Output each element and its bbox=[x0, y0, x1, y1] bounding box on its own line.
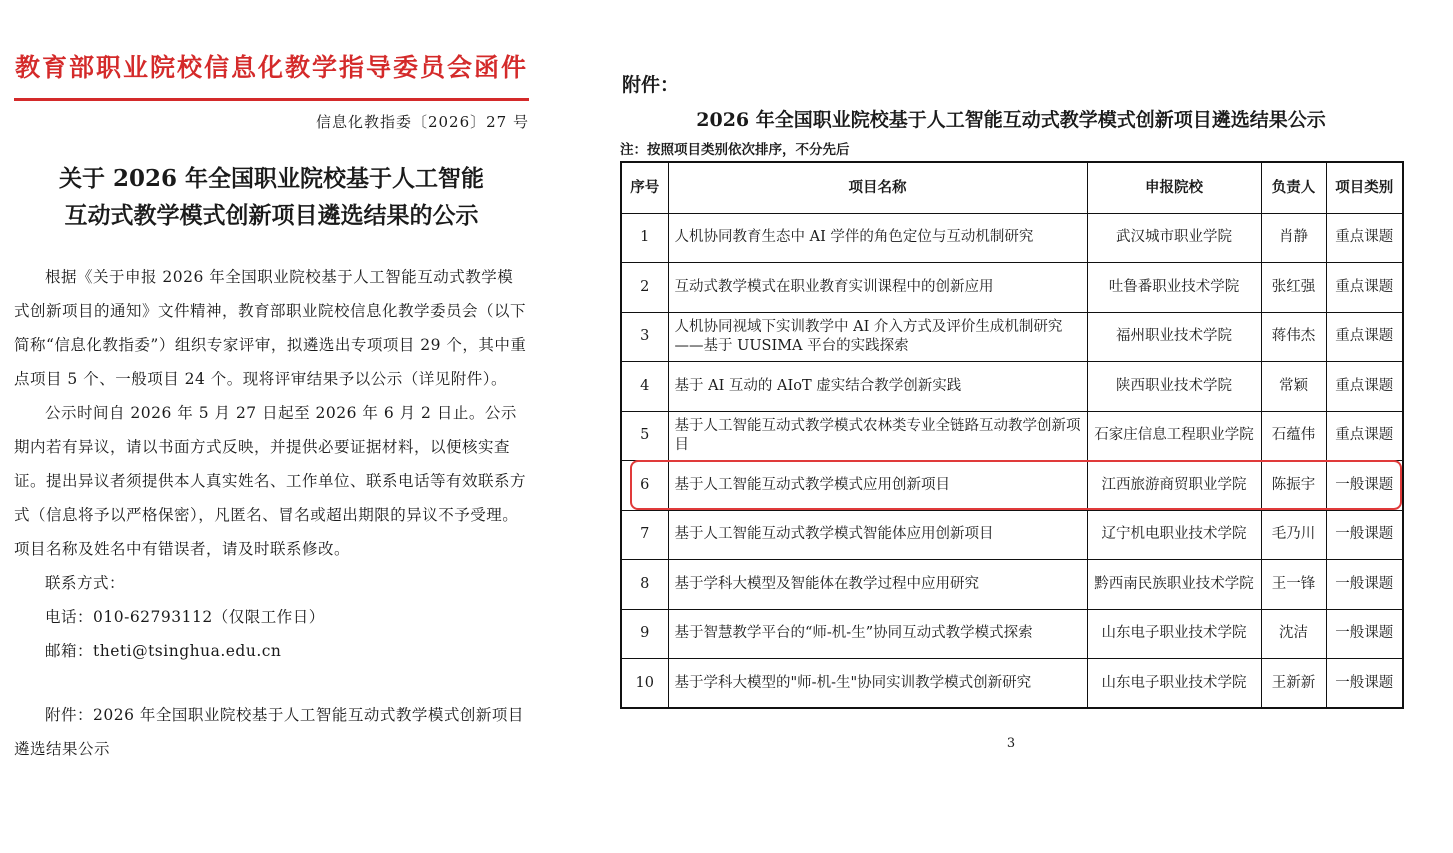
letterhead-divider bbox=[14, 98, 529, 101]
cell-index: 3 bbox=[621, 312, 668, 362]
attachment-reference: 附件：2026 年全国职业院校基于人工智能互动式教学模式创新项目遴选结果公示 bbox=[14, 706, 524, 758]
cell-index: 2 bbox=[621, 263, 668, 313]
table-row bbox=[621, 609, 1403, 659]
cell-category: 重点课题 bbox=[1326, 362, 1403, 412]
attachment-label: 附件： bbox=[622, 74, 680, 96]
cell-leader: 陈振宇 bbox=[1261, 461, 1326, 511]
cell-category: 一般课题 bbox=[1326, 609, 1403, 659]
table-row bbox=[621, 213, 1403, 263]
header-project-name: 项目名称 bbox=[668, 162, 1087, 213]
cell-category: 一般课题 bbox=[1326, 659, 1403, 709]
cell-project-name: 基于人工智能互动式教学模式农林类专业全链路互动教学创新项目 bbox=[668, 411, 1087, 461]
contact-heading: 联系方式： bbox=[45, 574, 126, 592]
project-name-line: 人机协同视域下实训教学中 AI 介入方式及评价生成机制研究 bbox=[674, 318, 1063, 335]
cell-project-name: 基于学科大模型的"师-机-生"协同实训教学模式创新研究 bbox=[668, 659, 1087, 709]
cell-project-name: 人机协同教育生态中 AI 学伴的角色定位与互动机制研究 bbox=[668, 213, 1087, 263]
cell-leader: 常颖 bbox=[1261, 362, 1326, 412]
cell-project-name: 互动式教学模式在职业教育实训课程中的创新应用 bbox=[668, 263, 1087, 313]
table-title: 2026 年全国职业院校基于人工智能互动式教学模式创新项目遴选结果公示 bbox=[696, 109, 1326, 131]
header-category: 项目类别 bbox=[1326, 162, 1403, 213]
cell-category: 一般课题 bbox=[1326, 461, 1403, 511]
cell-project-name bbox=[668, 312, 1087, 362]
notice-paragraph: 公示时间自 2026 年 5 月 27 日起至 2026 年 6 月 2 日止。公示期内若有异议，请以书面方式反映，并提供必要证据材料，以便核实查证。提出异议者须提供本人真实姓名、工作单位、联系电话等有效联系方式（信息将予以严格保密），凡匿名、冒名或超出期限的异议不予受理。项目名称及姓名中有错误者，请及时联系修改。 bbox=[14, 404, 527, 558]
table-row bbox=[621, 461, 1403, 511]
results-table bbox=[620, 161, 1404, 709]
table-row bbox=[621, 312, 1403, 362]
cell-school: 山东电子职业技术学院 bbox=[1087, 659, 1261, 709]
table-body bbox=[621, 213, 1403, 708]
cell-category: 一般课题 bbox=[1326, 510, 1403, 560]
table-row bbox=[621, 560, 1403, 610]
table-row bbox=[621, 411, 1403, 461]
attachment-page bbox=[620, 70, 1402, 751]
cell-school: 福州职业技术学院 bbox=[1087, 312, 1261, 362]
cell-school: 吐鲁番职业技术学院 bbox=[1087, 263, 1261, 313]
cell-index: 8 bbox=[621, 560, 668, 610]
cell-school: 武汉城市职业学院 bbox=[1087, 213, 1261, 263]
document-number: 信息化教指委〔2026〕27 号 bbox=[315, 113, 529, 131]
cell-school: 辽宁机电职业技术学院 bbox=[1087, 510, 1261, 560]
cell-category: 重点课题 bbox=[1326, 411, 1403, 461]
cell-index: 4 bbox=[621, 362, 668, 412]
table-note: 注：按照项目类别依次排序，不分先后 bbox=[620, 142, 850, 158]
cell-project-name: 基于智慧教学平台的“师-机-生”协同互动式教学模式探索 bbox=[668, 609, 1087, 659]
cell-category: 重点课题 bbox=[1326, 312, 1403, 362]
cell-index: 1 bbox=[621, 213, 668, 263]
cell-leader: 张红强 bbox=[1261, 263, 1326, 313]
table-row bbox=[621, 659, 1403, 709]
cell-leader: 蒋伟杰 bbox=[1261, 312, 1326, 362]
notice-paragraph: 根据《关于申报 2026 年全国职业院校基于人工智能互动式教学模式创新项目的通知》文件精神，教育部职业院校信息化教学委员会（以下简称“信息化教指委”）组织专家评审，拟遴选出专项项目 29 个，其中重点项目 5 个、一般项目 24 个。现将评审结果予以公示（详见附件）。 bbox=[14, 268, 527, 388]
cell-leader: 沈洁 bbox=[1261, 609, 1326, 659]
cell-project-name: 基于人工智能互动式教学模式应用创新项目 bbox=[668, 461, 1087, 511]
notice-title-line1: 关于 2026 年全国职业院校基于人工智能 bbox=[58, 165, 485, 192]
cell-school: 江西旅游商贸职业学院 bbox=[1087, 461, 1261, 511]
cell-leader: 王一锋 bbox=[1261, 560, 1326, 610]
cell-leader: 石蕴伟 bbox=[1261, 411, 1326, 461]
header-leader: 负责人 bbox=[1261, 162, 1326, 213]
cell-category: 一般课题 bbox=[1326, 560, 1403, 610]
cell-project-name: 基于学科大模型及智能体在教学过程中应用研究 bbox=[668, 560, 1087, 610]
notice-title bbox=[14, 160, 529, 234]
cell-school: 陕西职业技术学院 bbox=[1087, 362, 1261, 412]
table-row bbox=[621, 263, 1403, 313]
cell-index: 9 bbox=[621, 609, 668, 659]
cell-index: 6 bbox=[621, 461, 668, 511]
cell-school: 石家庄信息工程职业学院 bbox=[1087, 411, 1261, 461]
letterhead-title: 教育部职业院校信息化教学指导委员会函件 bbox=[14, 53, 528, 82]
cell-school: 黔西南民族职业技术学院 bbox=[1087, 560, 1261, 610]
cell-project-name: 基于 AI 互动的 AIoT 虚实结合教学创新实践 bbox=[668, 362, 1087, 412]
header-index: 序号 bbox=[621, 162, 668, 213]
cell-leader: 肖静 bbox=[1261, 213, 1326, 263]
cell-index: 10 bbox=[621, 659, 668, 709]
contact-email: 邮箱：theti@tsinghua.edu.cn bbox=[45, 642, 282, 660]
page-number: 3 bbox=[1006, 736, 1016, 751]
cell-index: 7 bbox=[621, 510, 668, 560]
cell-school: 山东电子职业技术学院 bbox=[1087, 609, 1261, 659]
contact-phone: 电话：010-62793112（仅限工作日） bbox=[45, 608, 325, 626]
project-name-line: ——基于 UUSIMA 平台的实践探索 bbox=[674, 337, 909, 354]
cell-leader: 毛乃川 bbox=[1261, 510, 1326, 560]
notice-letter bbox=[14, 40, 529, 766]
cell-leader: 王新新 bbox=[1261, 659, 1326, 709]
notice-title-line2: 互动式教学模式创新项目遴选结果的公示 bbox=[64, 202, 479, 229]
table-row bbox=[621, 362, 1403, 412]
cell-category: 重点课题 bbox=[1326, 263, 1403, 313]
header-school: 申报院校 bbox=[1087, 162, 1261, 213]
cell-index: 5 bbox=[621, 411, 668, 461]
cell-project-name: 基于人工智能互动式教学模式智能体应用创新项目 bbox=[668, 510, 1087, 560]
cell-category: 重点课题 bbox=[1326, 213, 1403, 263]
table-header-row bbox=[621, 162, 1403, 213]
table-row bbox=[621, 510, 1403, 560]
